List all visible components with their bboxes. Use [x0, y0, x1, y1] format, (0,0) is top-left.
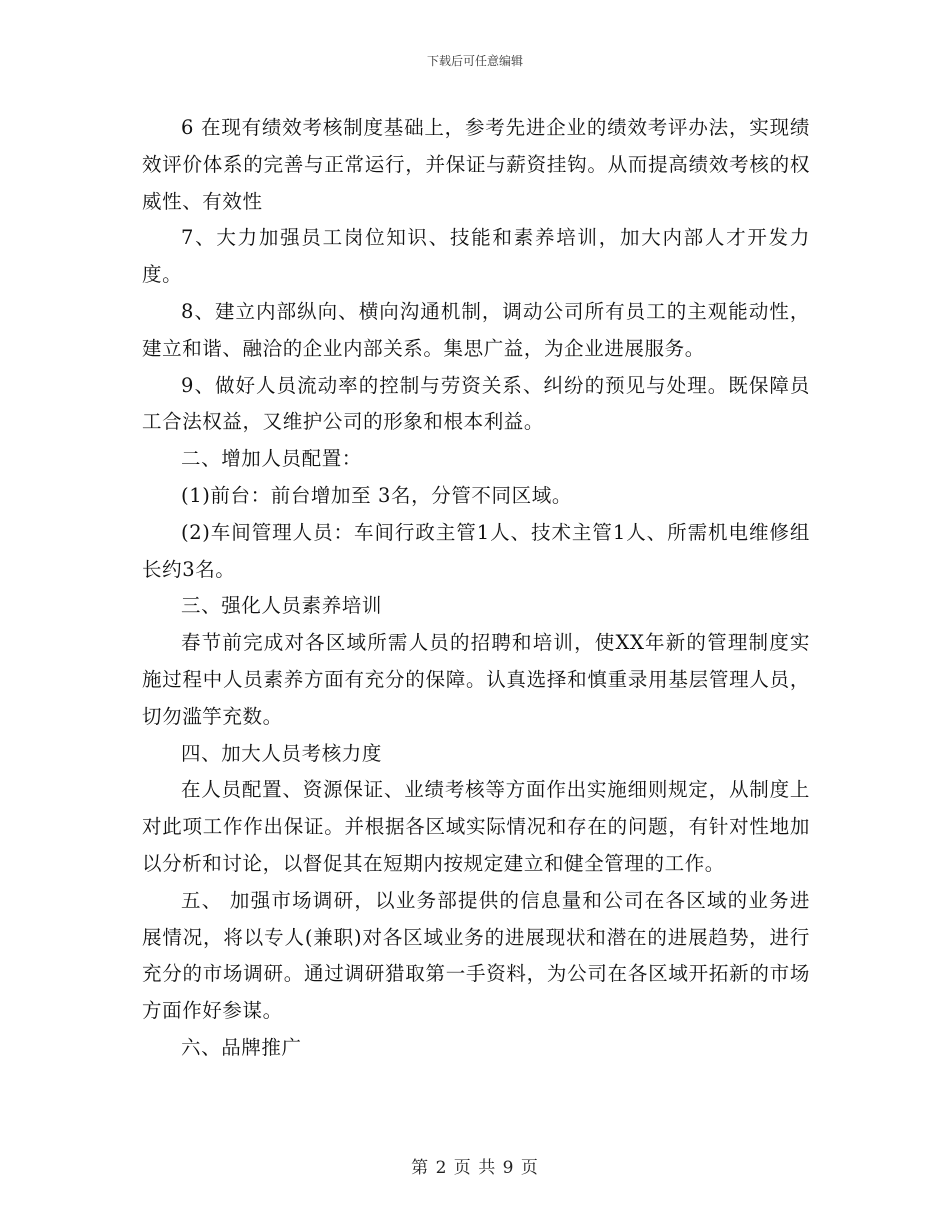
section-heading-brand: 六、品牌推广 — [181, 1035, 302, 1059]
section-heading-training: 三、强化人员素养培训 — [181, 594, 383, 618]
page-header: 下载后可任意编辑 — [426, 54, 523, 68]
paragraph-item-6: 6 在现有绩效考核制度基础上，参考先进企业的绩效考评办法，实现绩效评价体系的完善与正常运行，并保证与薪资挂钩。从而提高绩效考核的权威性、有效性 — [142, 116, 810, 213]
paragraph-market-research: 五、 加强市场调研，以业务部提供的信息量和公司在各区域的业务进展情况，将以专人(兼职)对各区域业务的进展现状和潜在的进展趋势，进行充分的市场调研。通过调研猎取第一手资料，为公司在各区域开拓新的市场方面作好参谋。 — [142, 888, 810, 1023]
page-number-footer: 第 2 页 共 9 页 — [411, 1158, 539, 1178]
paragraph-assessment: 在人员配置、资源保证、业绩考核等方面作出实施细则规定，从制度上对此项工作作出保证。并根据各区域实际情况和存在的问题，有针对性地加以分析和讨论，以督促其在短期内按规定建立和健全管理的工作。 — [142, 778, 810, 875]
paragraph-item-9: 9、做好人员流动率的控制与劳资关系、纠纷的预见与处理。既保障员工合法权益，又维护公司的形象和根本利益。 — [142, 373, 810, 434]
paragraph-front-desk: (1)前台：前台增加至 3名，分管不同区域。 — [181, 483, 572, 507]
document-body — [142, 110, 810, 1067]
paragraph-item-8: 8、建立内部纵向、横向沟通机制，调动公司所有员工的主观能动性，建立和谐、融洽的企业内部关系。集思广益，为企业进展服务。 — [142, 299, 810, 360]
paragraph-training: 春节前完成对各区域所需人员的招聘和培训，使XX年新的管理制度实施过程中人员素养方面有充分的保障。认真选择和慎重录用基层管理人员，切勿滥竽充数。 — [142, 631, 810, 728]
section-heading-staffing: 二、增加人员配置： — [181, 447, 362, 471]
section-heading-assessment: 四、加大人员考核力度 — [181, 741, 383, 765]
paragraph-item-7: 7、大力加强员工岗位知识、技能和素养培训，加大内部人才开发力度。 — [142, 226, 810, 287]
paragraph-workshop-management: (2)车间管理人员：车间行政主管1人、技术主管1人、所需机电维修组长约3名。 — [142, 520, 810, 581]
